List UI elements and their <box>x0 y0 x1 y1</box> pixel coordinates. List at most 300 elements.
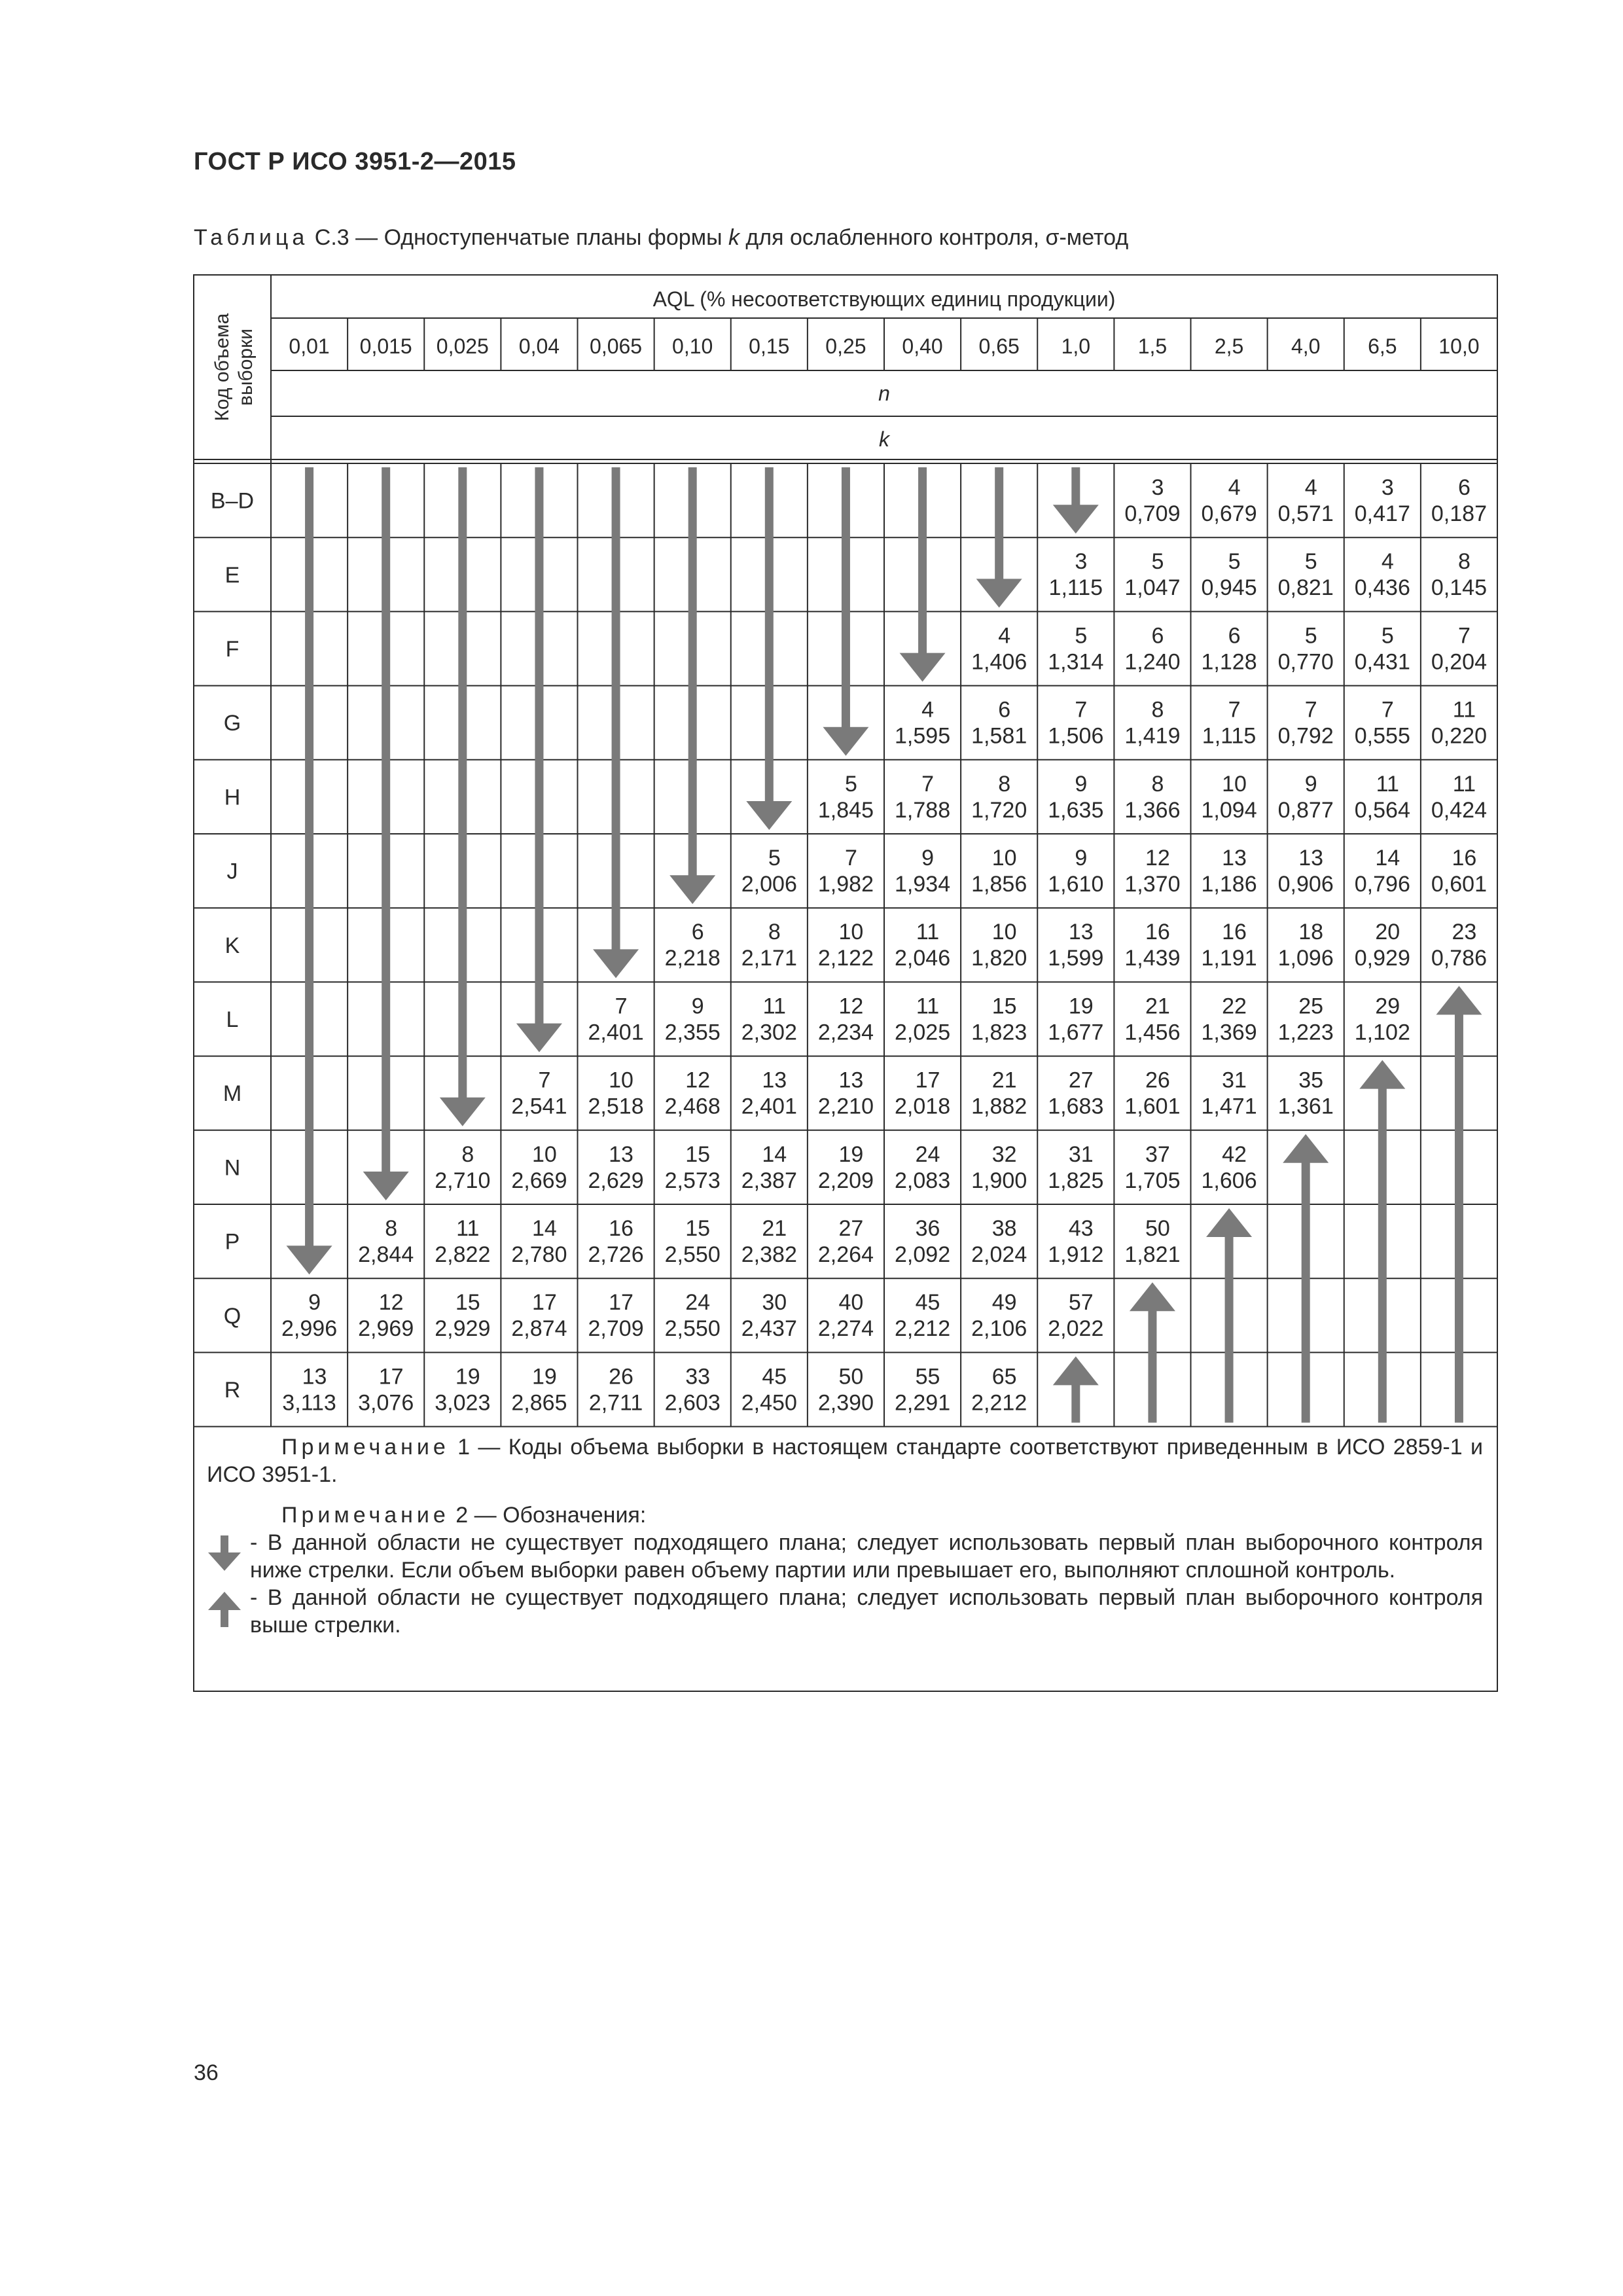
cell-k: 1,606 <box>1201 1168 1257 1193</box>
cell-k: 1,845 <box>817 797 874 823</box>
arrow-down-icon <box>207 1529 250 1572</box>
cell-n: 9 <box>1075 846 1088 870</box>
cell-k: 2,024 <box>971 1242 1027 1267</box>
cell-k: 1,240 <box>1124 649 1181 675</box>
cell-k: 2,302 <box>741 1020 797 1045</box>
cell-n: 11 <box>1452 697 1476 723</box>
arrow-up-shaft <box>1378 1088 1387 1423</box>
cell-k: 2,401 <box>588 1020 644 1045</box>
cell-k: 0,187 <box>1431 501 1487 526</box>
cell-k: 2,573 <box>664 1168 721 1193</box>
cell-k: 0,204 <box>1431 649 1487 675</box>
cell-k: 1,191 <box>1201 946 1257 971</box>
aql-value-4: 0,065 <box>590 334 643 358</box>
arrow-up-icon <box>1436 986 1482 1014</box>
cell-k: 2,006 <box>741 872 797 897</box>
cell-n: 8 <box>768 920 781 945</box>
cell-k: 2,726 <box>588 1242 644 1267</box>
cell-n: 17 <box>532 1290 557 1316</box>
cell-n: 13 <box>762 1067 787 1093</box>
cell-k: 1,900 <box>971 1168 1027 1193</box>
row-code-9: N <box>224 1155 241 1181</box>
cell-k: 2,865 <box>511 1390 567 1416</box>
arrow-down-icon <box>669 875 715 904</box>
cell-n: 8 <box>1151 771 1164 797</box>
cell-k: 0,220 <box>1431 723 1487 749</box>
cell-k: 1,982 <box>817 872 874 897</box>
aql-value-5: 0,10 <box>672 334 713 358</box>
aql-value-14: 6,5 <box>1368 334 1397 358</box>
arrow-down-shaft <box>765 467 774 802</box>
arrow-down-shaft <box>458 467 467 1099</box>
cell-n: 12 <box>1145 846 1170 870</box>
cell-k: 0,906 <box>1277 872 1334 897</box>
cell-n: 13 <box>1298 846 1324 870</box>
aql-value-3: 0,04 <box>518 334 560 358</box>
cell-k: 2,822 <box>435 1242 491 1267</box>
cell-k: 1,096 <box>1277 946 1334 971</box>
cell-n: 37 <box>1145 1141 1170 1167</box>
arrow-down-shaft <box>1071 467 1080 506</box>
cell-n: 26 <box>1145 1067 1170 1093</box>
cell-k: 1,581 <box>971 723 1027 749</box>
cell-n: 4 <box>998 623 1011 649</box>
arrow-up-shaft <box>1455 1013 1463 1422</box>
arrow-up-shaft <box>1302 1162 1310 1423</box>
cell-k: 2,387 <box>741 1168 797 1193</box>
cell-n: 65 <box>991 1364 1017 1390</box>
cell-k: 1,186 <box>1201 872 1257 897</box>
cell-k: 2,234 <box>817 1020 874 1045</box>
cell-k: 2,401 <box>741 1094 797 1119</box>
row-code-8: M <box>223 1081 242 1107</box>
cell-k: 2,550 <box>664 1316 721 1342</box>
arrow-down-icon <box>593 949 639 978</box>
arrow-down-shaft <box>688 467 697 876</box>
cell-n: 27 <box>838 1216 864 1241</box>
cell-k: 1,314 <box>1048 649 1104 675</box>
cell-k: 0,564 <box>1354 797 1410 823</box>
arrow-up-icon <box>1130 1282 1175 1311</box>
cell-n: 7 <box>1381 697 1394 723</box>
cell-n: 12 <box>838 994 864 1019</box>
cell-n: 12 <box>685 1067 711 1093</box>
cell-n: 17 <box>378 1364 404 1390</box>
aql-value-13: 4,0 <box>1291 334 1321 358</box>
cell-n: 14 <box>532 1216 557 1241</box>
arrow-down-shaft <box>305 467 313 1247</box>
cell-n: 5 <box>1381 623 1394 649</box>
cell-k: 1,366 <box>1124 797 1181 823</box>
cell-k: 1,705 <box>1124 1168 1181 1193</box>
cell-n: 6 <box>691 920 704 945</box>
aql-header: AQL (% несоответствующих единиц продукции) <box>652 287 1116 311</box>
arrow-down-shaft <box>842 467 850 728</box>
cell-n: 9 <box>691 994 704 1019</box>
cell-k: 1,439 <box>1124 946 1181 971</box>
cell-n: 18 <box>1298 920 1324 945</box>
cell-n: 55 <box>915 1364 940 1390</box>
cell-k: 2,212 <box>895 1316 951 1342</box>
page-number: 36 <box>194 2060 219 2085</box>
cell-n: 14 <box>1375 846 1400 870</box>
note-1 <box>195 1433 1495 1488</box>
arrow-up-shaft <box>1225 1236 1234 1423</box>
cell-k: 2,046 <box>895 946 951 971</box>
cell-k: 2,844 <box>358 1242 414 1267</box>
cell-n: 4 <box>1381 549 1394 575</box>
aql-value-12: 2,5 <box>1214 334 1244 358</box>
cell-k: 2,709 <box>588 1316 644 1342</box>
cell-n: 17 <box>609 1290 633 1316</box>
note-1-text: — Коды объема выборки в настоящем стандарте соответствуют приведенным в ИСО 2859-1 и ИСО 3951-1. <box>207 1435 1483 1487</box>
cell-k: 1,115 <box>1202 723 1257 749</box>
cell-k: 2,018 <box>895 1094 951 1119</box>
cell-n: 3 <box>1381 475 1394 500</box>
cell-k: 1,419 <box>1124 723 1181 749</box>
cell-n: 15 <box>685 1216 711 1241</box>
cell-k: 2,929 <box>435 1316 491 1342</box>
cell-n: 16 <box>609 1216 633 1241</box>
cell-k: 0,555 <box>1354 723 1410 749</box>
row-code-12: R <box>224 1378 241 1403</box>
row-code-6: K <box>224 933 240 958</box>
cell-k: 2,629 <box>588 1168 644 1193</box>
cell-n: 5 <box>1304 549 1317 575</box>
cell-k: 2,274 <box>817 1316 874 1342</box>
cell-n: 35 <box>1298 1067 1324 1093</box>
caption-title-part1: — Одноступенчатые планы формы <box>349 225 728 250</box>
cell-n: 45 <box>762 1364 787 1390</box>
cell-n: 5 <box>768 846 781 870</box>
cell-k: 2,212 <box>971 1390 1027 1416</box>
arrow-down-shaft <box>382 467 390 1173</box>
cell-k: 2,711 <box>588 1390 643 1416</box>
aql-value-11: 1,5 <box>1137 334 1168 358</box>
arrow-down-icon <box>516 1024 562 1052</box>
cell-n: 10 <box>838 920 864 945</box>
cell-k: 1,912 <box>1048 1242 1104 1267</box>
cell-k: 2,996 <box>281 1316 338 1342</box>
code-header-line-2: выборки <box>235 329 257 406</box>
arrow-down-icon <box>900 653 946 682</box>
cell-n: 10 <box>991 846 1017 870</box>
aql-value-6: 0,15 <box>749 334 790 358</box>
cell-n: 6 <box>1151 623 1164 649</box>
cell-n: 31 <box>1222 1067 1247 1093</box>
cell-k: 0,786 <box>1431 946 1487 971</box>
arrow-down-icon <box>1053 505 1099 533</box>
cell-k: 2,518 <box>588 1094 644 1119</box>
cell-n: 12 <box>378 1290 404 1316</box>
cell-n: 7 <box>1228 697 1241 723</box>
arrow-down-shaft <box>612 467 620 950</box>
cell-n: 10 <box>991 920 1017 945</box>
cell-n: 7 <box>1304 697 1317 723</box>
cell-n: 8 <box>1457 549 1471 575</box>
arrow-up-icon <box>1283 1134 1329 1163</box>
cell-n: 7 <box>1075 697 1088 723</box>
cell-n: 7 <box>1457 623 1471 649</box>
cell-k: 2,874 <box>511 1316 567 1342</box>
cell-n: 21 <box>762 1216 787 1241</box>
cell-n: 13 <box>1222 846 1247 870</box>
cell-n: 3 <box>1151 475 1164 500</box>
cell-n: 11 <box>916 920 940 945</box>
cell-n: 9 <box>1075 771 1088 797</box>
cell-k: 2,291 <box>895 1390 951 1416</box>
cell-n: 8 <box>461 1141 474 1167</box>
cell-n: 7 <box>921 771 935 797</box>
arrow-down-shaft <box>535 467 543 1025</box>
cell-n: 11 <box>1452 771 1476 797</box>
cell-n: 21 <box>1145 994 1170 1019</box>
cell-k: 2,092 <box>895 1242 951 1267</box>
cell-n: 9 <box>308 1290 321 1316</box>
cell-k: 0,792 <box>1277 723 1334 749</box>
arrow-up-shaft <box>1071 1384 1080 1422</box>
cell-k: 3,076 <box>358 1390 414 1416</box>
cell-n: 13 <box>302 1364 327 1390</box>
cell-k: 1,820 <box>971 946 1027 971</box>
arrow-up-icon <box>1206 1208 1252 1237</box>
note-2-label: Примечание <box>281 1503 450 1528</box>
cell-k: 2,083 <box>895 1168 951 1193</box>
cell-k: 0,821 <box>1277 575 1334 601</box>
aql-value-10: 1,0 <box>1061 334 1091 358</box>
cell-n: 8 <box>385 1216 398 1241</box>
caption-number: С.3 <box>314 225 349 250</box>
cell-k: 1,102 <box>1354 1020 1410 1045</box>
legend-up-text: - В данной области не существует подходящего плана; следует использовать первый план выборочного контроля выше стрелки. <box>250 1585 1483 1638</box>
cell-n: 11 <box>916 994 940 1019</box>
cell-k: 2,382 <box>741 1242 797 1267</box>
cell-n: 29 <box>1375 994 1400 1019</box>
cell-n: 5 <box>1228 549 1241 575</box>
cell-k: 1,825 <box>1048 1168 1104 1193</box>
cell-n: 45 <box>915 1290 940 1316</box>
cell-n: 7 <box>615 994 628 1019</box>
cell-n: 5 <box>1304 623 1317 649</box>
arrow-up-icon <box>1053 1356 1099 1385</box>
document-standard-header: ГОСТ Р ИСО 3951-2—2015 <box>194 148 516 175</box>
arrow-down-icon <box>976 579 1022 607</box>
cell-n: 16 <box>1222 920 1247 945</box>
arrow-down-icon <box>287 1246 332 1274</box>
cell-k: 0,796 <box>1354 872 1410 897</box>
cell-n: 8 <box>1151 697 1164 723</box>
cell-k: 2,450 <box>741 1390 797 1416</box>
row-code-1: E <box>224 562 240 588</box>
legend-down-text: - В данной области не существует подходящего плана; следует использовать первый план выборочного контроля ниже стрелки. Если объем выборки равен объему партии или превышает его, выполняют сплошной контроль. <box>250 1530 1483 1583</box>
cell-k: 2,122 <box>817 946 874 971</box>
cell-k: 2,603 <box>664 1390 721 1416</box>
cell-k: 1,471 <box>1201 1094 1257 1119</box>
n-label: n <box>878 382 890 405</box>
cell-k: 2,218 <box>664 946 721 971</box>
cell-k: 1,934 <box>895 872 951 897</box>
cell-k: 0,145 <box>1431 575 1487 601</box>
cell-n: 31 <box>1068 1141 1094 1167</box>
cell-k: 1,115 <box>1048 575 1103 601</box>
cell-k: 2,390 <box>817 1390 874 1416</box>
cell-n: 24 <box>915 1141 940 1167</box>
cell-k: 0,929 <box>1354 946 1410 971</box>
cell-k: 2,710 <box>435 1168 491 1193</box>
aql-value-8: 0,40 <box>902 334 943 358</box>
arrow-down-shaft <box>918 467 927 655</box>
cell-k: 2,969 <box>358 1316 414 1342</box>
cell-k: 0,431 <box>1354 649 1410 675</box>
cell-k: 1,456 <box>1124 1020 1181 1045</box>
cell-n: 50 <box>838 1364 864 1390</box>
cell-k: 2,022 <box>1048 1316 1104 1342</box>
cell-n: 36 <box>915 1216 940 1241</box>
cell-n: 19 <box>532 1364 557 1390</box>
cell-k: 2,025 <box>895 1020 951 1045</box>
cell-n: 16 <box>1145 920 1170 945</box>
note-1-number: 1 <box>457 1435 471 1460</box>
cell-k: 3,023 <box>435 1390 491 1416</box>
cell-k: 1,369 <box>1201 1020 1257 1045</box>
cell-k: 0,571 <box>1277 501 1334 526</box>
caption-title-part2: для ослабленного контроля, σ-метод <box>739 225 1129 250</box>
cell-k: 2,468 <box>664 1094 721 1119</box>
cell-n: 15 <box>991 994 1017 1019</box>
cell-n: 49 <box>991 1290 1017 1316</box>
legend-up <box>195 1584 1495 1639</box>
arrow-down-icon <box>746 801 792 830</box>
code-header-line-1: Код объема <box>211 313 233 422</box>
note-1-label: Примечание <box>281 1435 450 1460</box>
k-label: k <box>879 427 889 451</box>
cell-k: 1,595 <box>895 723 951 749</box>
aql-value-15: 10,0 <box>1438 334 1480 358</box>
cell-n: 17 <box>915 1067 940 1093</box>
cell-n: 23 <box>1452 920 1477 945</box>
cell-n: 14 <box>762 1141 787 1167</box>
cell-n: 42 <box>1222 1141 1247 1167</box>
cell-k: 1,856 <box>971 872 1027 897</box>
cell-k: 1,720 <box>971 797 1027 823</box>
cell-n: 40 <box>838 1290 864 1316</box>
arrow-up-icon <box>207 1584 250 1627</box>
legend-down <box>195 1529 1495 1584</box>
row-code-10: P <box>224 1229 240 1255</box>
cell-k: 1,047 <box>1124 575 1181 601</box>
cell-k: 1,361 <box>1277 1094 1334 1119</box>
aql-value-2: 0,025 <box>436 334 489 358</box>
cell-n: 13 <box>838 1067 864 1093</box>
cell-k: 1,610 <box>1048 872 1104 897</box>
cell-k: 1,506 <box>1048 723 1104 749</box>
cell-k: 0,679 <box>1201 501 1257 526</box>
cell-k: 1,601 <box>1124 1094 1181 1119</box>
cell-n: 7 <box>844 846 857 870</box>
cell-k: 0,945 <box>1201 575 1257 601</box>
cell-k: 1,823 <box>971 1020 1027 1045</box>
row-code-4: H <box>224 785 241 810</box>
note-2-number: 2 <box>455 1503 469 1528</box>
cell-n: 57 <box>1068 1290 1094 1316</box>
cell-n: 19 <box>1068 994 1094 1019</box>
cell-n: 15 <box>455 1290 480 1316</box>
arrow-up-icon <box>1359 1060 1405 1089</box>
cell-k: 0,770 <box>1277 649 1334 675</box>
cell-n: 5 <box>844 771 857 797</box>
cell-k: 1,094 <box>1201 797 1257 823</box>
cell-n: 4 <box>921 697 935 723</box>
row-code-2: F <box>225 637 240 662</box>
cell-n: 19 <box>838 1141 864 1167</box>
note-2 <box>195 1501 1495 1529</box>
row-code-0: B–D <box>210 488 255 514</box>
cell-n: 20 <box>1375 920 1400 945</box>
cell-k: 1,788 <box>895 797 951 823</box>
aql-value-0: 0,01 <box>289 334 330 358</box>
cell-n: 5 <box>1075 623 1088 649</box>
cell-n: 10 <box>609 1067 633 1093</box>
cell-n: 8 <box>998 771 1011 797</box>
cell-k: 2,106 <box>971 1316 1027 1342</box>
cell-n: 11 <box>456 1216 480 1241</box>
row-code-7: L <box>226 1007 239 1032</box>
cell-n: 50 <box>1145 1216 1170 1241</box>
cell-n: 9 <box>1304 771 1317 797</box>
cell-n: 7 <box>538 1067 551 1093</box>
cell-k: 3,113 <box>282 1390 336 1416</box>
note-2-text: — Обозначения: <box>468 1503 647 1528</box>
cell-k: 2,264 <box>817 1242 874 1267</box>
cell-k: 2,437 <box>741 1316 797 1342</box>
cell-n: 19 <box>455 1364 480 1390</box>
cell-n: 9 <box>921 846 935 870</box>
arrow-up-shaft <box>1148 1310 1156 1422</box>
cell-k: 2,669 <box>511 1168 567 1193</box>
cell-n: 15 <box>685 1141 711 1167</box>
row-code-11: Q <box>223 1303 241 1329</box>
cell-n: 4 <box>1228 475 1241 500</box>
cell-k: 0,436 <box>1354 575 1410 601</box>
cell-n: 22 <box>1222 994 1247 1019</box>
cell-k: 2,210 <box>817 1094 874 1119</box>
cell-k: 1,128 <box>1201 649 1257 675</box>
cell-k: 2,780 <box>511 1242 567 1267</box>
cell-n: 43 <box>1068 1216 1094 1241</box>
cell-k: 1,683 <box>1048 1094 1104 1119</box>
cell-n: 33 <box>685 1364 711 1390</box>
arrow-down-icon <box>823 727 868 756</box>
arrow-down-shaft <box>995 467 1003 580</box>
cell-n: 25 <box>1298 994 1324 1019</box>
cell-k: 0,417 <box>1354 501 1410 526</box>
cell-k: 2,171 <box>741 946 797 971</box>
cell-k: 0,601 <box>1431 872 1487 897</box>
code-header <box>211 313 257 421</box>
cell-n: 13 <box>609 1141 633 1167</box>
cell-k: 1,882 <box>971 1094 1027 1119</box>
aql-value-7: 0,25 <box>825 334 866 358</box>
cell-n: 24 <box>685 1290 711 1316</box>
cell-k: 0,709 <box>1124 501 1181 526</box>
cell-n: 11 <box>762 994 786 1019</box>
caption-k-symbol: k <box>728 225 740 250</box>
cell-k: 1,635 <box>1048 797 1104 823</box>
cell-k: 2,541 <box>511 1094 567 1119</box>
cell-k: 0,877 <box>1277 797 1334 823</box>
cell-k: 2,550 <box>664 1242 721 1267</box>
cell-n: 10 <box>532 1141 557 1167</box>
